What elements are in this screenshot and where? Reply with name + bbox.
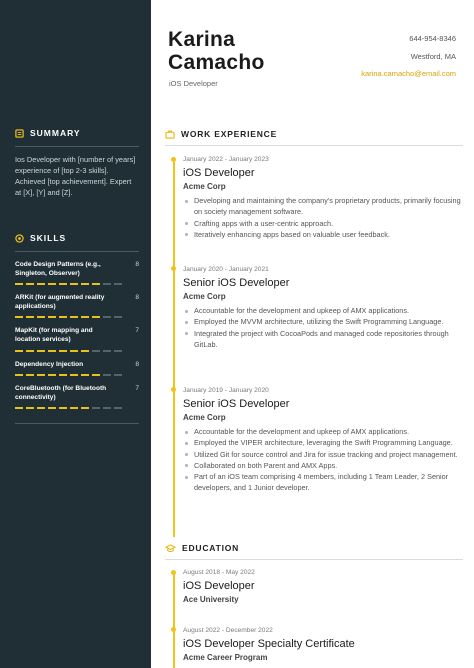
skill-item	[15, 361, 139, 377]
rating-dash	[114, 350, 122, 352]
rating-dash	[70, 374, 78, 376]
entry-company: Acme Corp	[183, 182, 226, 191]
rating-dash	[15, 316, 23, 318]
bullet-item: Accountable for the development and upkeep of AMX applications.	[183, 426, 463, 437]
bullet-item: Crafting apps with a user-centric approach.	[183, 218, 463, 229]
skill-rating-bar	[15, 316, 139, 318]
rating-dash	[37, 316, 45, 318]
skill-level: 8	[135, 294, 139, 302]
rating-dash	[92, 316, 100, 318]
graduation-icon	[165, 544, 176, 553]
rating-dash	[48, 283, 56, 285]
work-timeline	[173, 157, 175, 537]
rating-dash	[81, 407, 89, 409]
rating-dash	[37, 407, 45, 409]
rating-dash	[15, 283, 23, 285]
rating-dash	[92, 283, 100, 285]
bullet-item: Part of an iOS team comprising 4 members, including 1 Team Leader, 2 Senior developers, and 1 Junior developer.	[183, 471, 463, 494]
work-entry	[183, 387, 463, 494]
job-role: iOS Developer	[169, 79, 218, 88]
summary-section	[15, 128, 139, 198]
entry-bullets	[183, 195, 463, 240]
rating-dash	[103, 316, 111, 318]
skill-level: 7	[135, 385, 139, 393]
skill-level: 8	[135, 360, 139, 368]
skill-rating-bar	[15, 407, 139, 409]
entry-company: Acme Corp	[183, 413, 226, 422]
rating-dash	[15, 374, 23, 376]
rating-dash	[59, 283, 67, 285]
contact-info	[361, 30, 456, 83]
divider	[15, 423, 139, 424]
bullet-item: Employed the MVVM architecture, utilizing the Swift Programming Language.	[183, 316, 463, 327]
work-entry	[183, 156, 463, 240]
rating-dash	[59, 316, 67, 318]
rating-dash	[15, 350, 23, 352]
bullet-item: Utilized Git for source control and Jira for issue tracking and project management.	[183, 449, 463, 460]
entry-title: iOS Developer Specialty Certificate	[183, 638, 355, 650]
rating-dash	[26, 350, 34, 352]
rating-dash	[92, 407, 100, 409]
phone-number: 644-954-8346	[409, 34, 456, 43]
rating-dash	[37, 350, 45, 352]
rating-dash	[114, 407, 122, 409]
rating-dash	[92, 374, 100, 376]
skill-name: Dependency Injection	[15, 360, 84, 368]
entry-title: Senior iOS Developer	[183, 398, 290, 410]
work-entry	[183, 266, 463, 350]
entry-title: iOS Developer	[183, 167, 255, 179]
bullet-item: Iteratively enhancing apps based on valuable user feedback.	[183, 229, 463, 240]
education-entry	[183, 627, 463, 662]
summary-text: Ios Developer with [number of years] experience of [top 2-3 skills]. Achieved [top achievement]. Expert at [X], [Y] and [Z].	[15, 155, 136, 197]
skill-level: 8	[135, 261, 139, 268]
rating-dash	[59, 350, 67, 352]
skill-rating-bar	[15, 283, 139, 285]
entry-school: Ace University	[183, 595, 239, 604]
rating-dash	[81, 316, 89, 318]
rating-dash	[81, 283, 89, 285]
rating-dash	[26, 283, 34, 285]
rating-dash	[81, 374, 89, 376]
rating-dash	[103, 283, 111, 285]
person-name: Karina Camacho	[168, 28, 265, 74]
skill-name: ARKit (for augmented reality applications)	[15, 294, 105, 310]
entry-date: January 2022 - January 2023	[183, 156, 269, 163]
rating-dash	[103, 350, 111, 352]
timeline-dot	[171, 157, 176, 162]
rating-dash	[92, 350, 100, 352]
rating-dash	[70, 283, 78, 285]
entry-date: January 2019 - January 2020	[183, 387, 269, 394]
rating-dash	[59, 374, 67, 376]
rating-dash	[48, 350, 56, 352]
education-timeline	[173, 571, 175, 668]
rating-dash	[37, 283, 45, 285]
skills-list	[15, 261, 139, 409]
rating-dash	[81, 350, 89, 352]
rating-dash	[48, 407, 56, 409]
rating-dash	[26, 316, 34, 318]
rating-dash	[15, 407, 23, 409]
bullet-item: Integrated the project with CocoaPods and managed code repositories through GitLab.	[183, 328, 463, 351]
rating-dash	[70, 350, 78, 352]
bullet-item: Collaborated on both Parent and AMX Apps.	[183, 460, 463, 471]
rating-dash	[70, 316, 78, 318]
rating-dash	[59, 407, 67, 409]
rating-dash	[114, 316, 122, 318]
bullet-item: Accountable for the development and upkeep of AMX applications.	[183, 305, 463, 316]
email-link[interactable]: karina.camacho@email.com	[361, 69, 456, 78]
skill-name: Code Design Patterns (e.g., Singleton, Observer)	[15, 261, 101, 277]
entry-school: Acme Career Program	[183, 653, 268, 662]
rating-dash	[26, 374, 34, 376]
location: Westford, MA	[410, 51, 456, 61]
rating-dash	[114, 374, 122, 376]
skill-item	[15, 385, 139, 409]
entry-title: Senior iOS Developer	[183, 277, 290, 289]
rating-dash	[48, 374, 56, 376]
skill-item	[15, 261, 139, 285]
bullet-item: Employed the VIPER architecture, leveraging the Swift Programming Language.	[183, 437, 463, 448]
education-heading: EDUCATION	[165, 543, 463, 560]
skill-item	[15, 294, 139, 318]
entry-date: August 2018 - May 2022	[183, 569, 255, 576]
work-experience-heading: WORK EXPERIENCE	[165, 129, 463, 146]
rating-dash	[103, 374, 111, 376]
entry-bullets	[183, 305, 463, 350]
entry-bullets	[183, 426, 463, 494]
skill-name: MapKit (for mapping and location services)	[15, 327, 93, 343]
rating-dash	[37, 374, 45, 376]
skill-level: 7	[135, 327, 139, 335]
rating-dash	[70, 407, 78, 409]
skills-heading: SKILLS	[15, 233, 139, 252]
skills-icon	[15, 234, 24, 243]
rating-dash	[114, 283, 122, 285]
rating-dash	[48, 316, 56, 318]
rating-dash	[26, 407, 34, 409]
summary-heading: SUMMARY	[15, 128, 139, 147]
education-entry	[183, 569, 463, 604]
sidebar	[0, 0, 151, 668]
rating-dash	[103, 407, 111, 409]
briefcase-icon	[165, 130, 175, 139]
timeline-dot	[171, 387, 176, 392]
skills-section	[15, 233, 139, 418]
timeline-dot	[171, 266, 176, 271]
skill-name: CoreBluetooth (for Bluetooth connectivity)	[15, 385, 107, 401]
summary-icon	[15, 129, 24, 138]
skill-rating-bar	[15, 374, 139, 376]
timeline-dot	[171, 627, 176, 632]
skill-item	[15, 327, 139, 351]
entry-date: January 2020 - January 2021	[183, 266, 269, 273]
timeline-dot	[171, 570, 176, 575]
bullet-item: Developing and maintaining the company's proprietary products, primarily focusing on society management software.	[183, 195, 463, 218]
entry-date: August 2022 - December 2022	[183, 627, 273, 634]
entry-company: Acme Corp	[183, 292, 226, 301]
entry-title: iOS Developer	[183, 580, 255, 592]
skill-rating-bar	[15, 350, 139, 352]
